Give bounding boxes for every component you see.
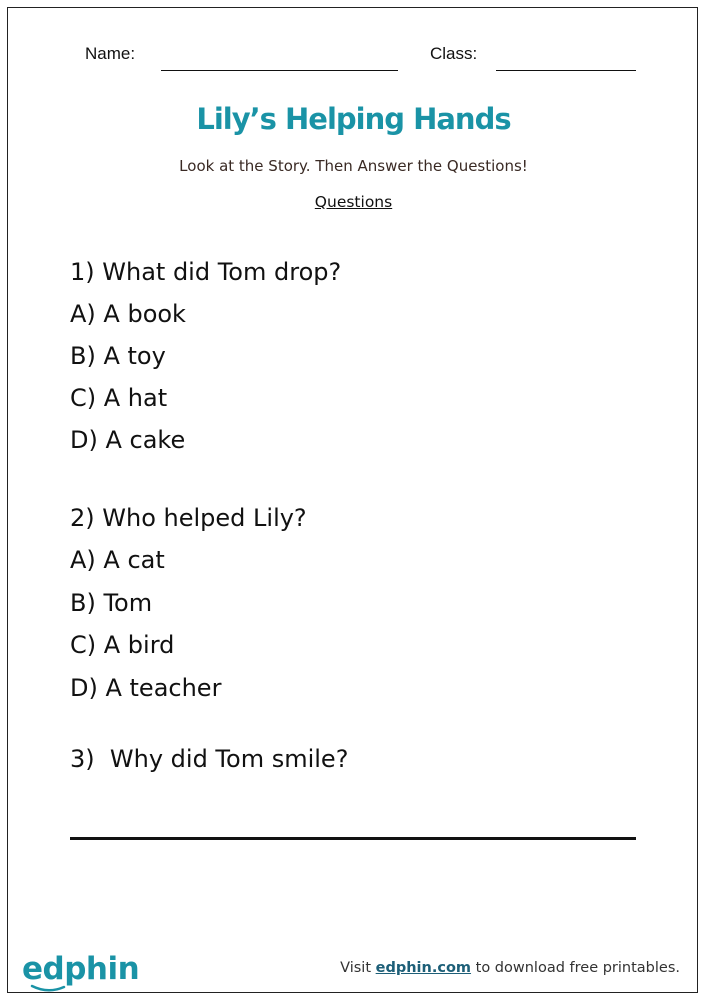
worksheet-title: Lily’s Helping Hands — [196, 102, 511, 136]
edphin-link[interactable]: edphin.com — [375, 960, 472, 976]
question-2-prompt: 2) Who helped Lily? — [70, 504, 307, 532]
question-2-option-c: C) A bird — [70, 631, 175, 659]
class-label: Class: — [430, 44, 478, 63]
footer-suffix: to download free printables. — [471, 960, 680, 976]
question-3-prompt: 3) Why did Tom smile? — [70, 745, 349, 773]
section-heading: Questions — [314, 193, 393, 211]
name-label: Name: — [85, 44, 136, 63]
question-1-option-b: B) A toy — [70, 342, 166, 370]
footer-prefix: Visit — [340, 960, 376, 976]
worksheet-subtitle: Look at the Story. Then Answer the Questions! — [179, 157, 528, 175]
question-2-option-d: D) A teacher — [70, 674, 222, 702]
name-field-line[interactable] — [161, 70, 398, 71]
class-field-line[interactable] — [496, 70, 636, 71]
question-1-option-d: D) A cake — [70, 426, 186, 454]
question-1-option-c: C) A hat — [70, 384, 168, 412]
question-1-option-a: A) A book — [70, 300, 186, 328]
question-1-prompt: 1) What did Tom drop? — [70, 258, 342, 286]
footer-text — [340, 960, 680, 976]
logo-swoosh-icon — [30, 984, 70, 994]
answer-line[interactable] — [70, 837, 636, 840]
edphin-logo: edphin — [22, 951, 140, 987]
question-2-option-a: A) A cat — [70, 546, 165, 574]
page-border — [7, 7, 698, 993]
question-2-option-b: B) Tom — [70, 589, 153, 617]
